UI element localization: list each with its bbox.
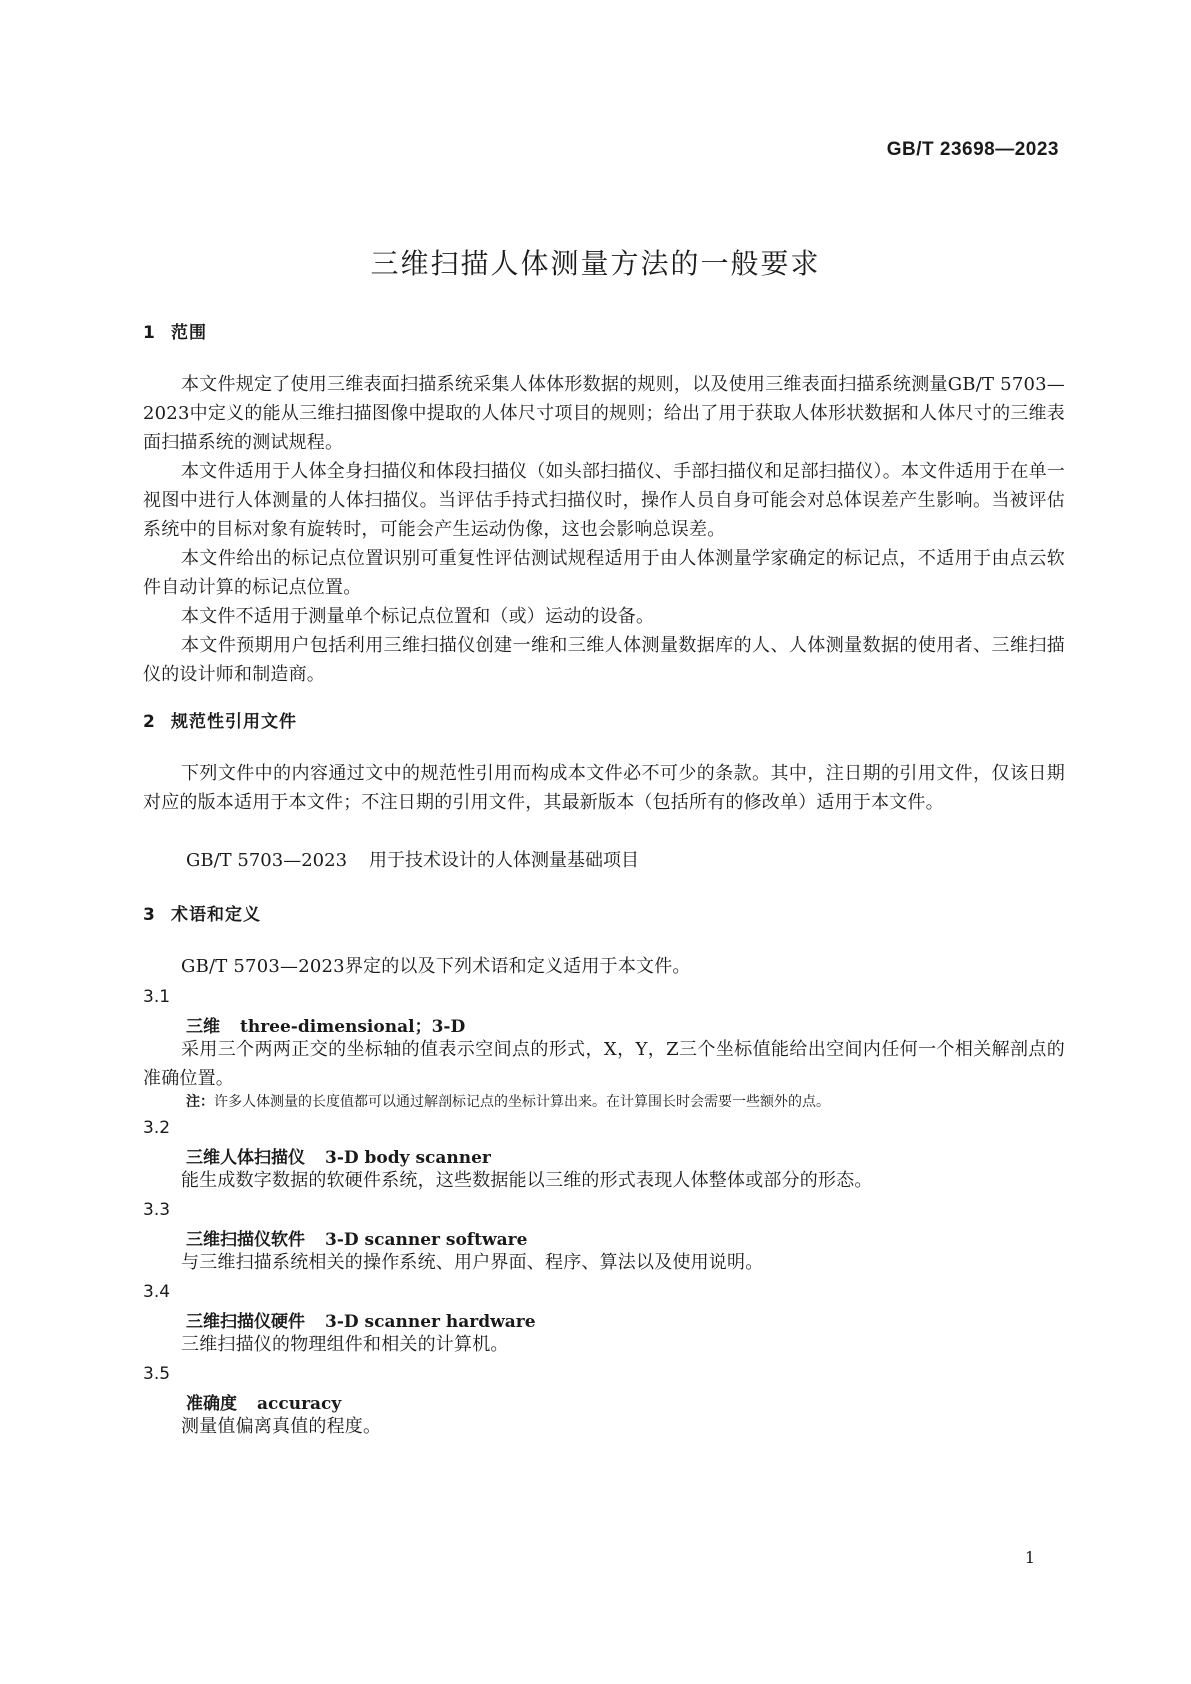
section-heading-terms xyxy=(143,900,261,925)
terms-intro: GB/T 5703—2023界定的以及下列术语和定义适用于本文件。 xyxy=(181,956,691,977)
term-number: 3.5 xyxy=(143,1364,171,1384)
note-label: 注： xyxy=(186,1094,214,1110)
term-definition: 与三维扫描系统相关的操作系统、用户界面、程序、算法以及使用说明。 xyxy=(181,1252,764,1273)
term-name xyxy=(186,1307,536,1332)
section-number: 2 xyxy=(143,712,156,732)
term-definition: 测量值偏离真值的程度。 xyxy=(181,1416,382,1437)
term-name-en: 3-D scanner hardware xyxy=(325,1312,536,1332)
term-name-zh: 三维扫描仪硬件 xyxy=(186,1312,305,1332)
section-number: 3 xyxy=(143,905,156,925)
term-name xyxy=(186,1143,491,1168)
term-name-en: three-dimensional；3-D xyxy=(240,1017,466,1037)
section-heading-scope xyxy=(143,318,207,343)
scope-paragraph-3: 本文件给出的标记点位置识别可重复性评估测试规程适用于由人体测量学家确定的标记点，不适用于由点云软件自动计算的标记点位置。 xyxy=(143,548,1065,598)
reference-title: 用于技术设计的人体测量基础项目 xyxy=(369,850,640,871)
section-title: 术语和定义 xyxy=(171,905,261,925)
term-name xyxy=(186,1225,527,1250)
scope-paragraph-5: 本文件预期用户包括利用三维扫描仪创建一维和三维人体测量数据库的人、人体测量数据的使用者、三维扫描仪的设计师和制造商。 xyxy=(143,635,1065,685)
note-text: 许多人体测量的长度值都可以通过解剖标记点的坐标计算出来。在计算围长时会需要一些额外的点。 xyxy=(214,1094,830,1110)
term-number: 3.4 xyxy=(143,1282,171,1302)
standard-code: GB/T 23698—2023 xyxy=(886,139,1059,160)
term-name-en: 3-D scanner software xyxy=(325,1230,528,1250)
reference-entry xyxy=(186,846,639,872)
term-name-zh: 三维人体扫描仪 xyxy=(186,1148,305,1168)
term-name-zh: 三维 xyxy=(186,1017,220,1037)
term-number: 3.3 xyxy=(143,1200,171,1220)
term-number: 3.1 xyxy=(143,987,171,1007)
term-definition: 采用三个两两正交的坐标轴的值表示空间点的形式，X，Y，Z三个坐标值能给出空间内任何一个相关解剖点的准确位置。 xyxy=(143,1039,1065,1089)
section-title: 范围 xyxy=(171,323,207,343)
term-name-en: accuracy xyxy=(257,1394,342,1414)
term-name-zh: 准确度 xyxy=(186,1394,237,1414)
term-name xyxy=(186,1389,341,1414)
term-name-zh: 三维扫描仪软件 xyxy=(186,1230,305,1250)
references-paragraph: 下列文件中的内容通过文中的规范性引用而构成本文件必不可少的条款。其中，注日期的引用文件，仅该日期对应的版本适用于本文件；不注日期的引用文件，其最新版本（包括所有的修改单）适用于本文件。 xyxy=(143,763,1065,813)
term-note xyxy=(186,1092,830,1112)
section-number: 1 xyxy=(143,323,156,343)
scope-paragraph-1: 本文件规定了使用三维表面扫描系统采集人体体形数据的规则，以及使用三维表面扫描系统测量GB/T 5703—2023中定义的能从三维扫描图像中提取的人体尺寸项目的规则；给出了用于获取人体形状数据和人体尺寸的三维表面扫描系统的测试规程。 xyxy=(143,374,1065,453)
page-number: 1 xyxy=(1024,1548,1035,1567)
reference-code: GB/T 5703—2023 xyxy=(186,850,348,871)
document-title: 三维扫描人体测量方法的一般要求 xyxy=(370,247,821,280)
term-name-en: 3-D body scanner xyxy=(325,1148,491,1168)
scope-paragraph-2: 本文件适用于人体全身扫描仪和体段扫描仪（如头部扫描仪、手部扫描仪和足部扫描仪）。本文件适用于在单一视图中进行人体测量的人体扫描仪。当评估手持式扫描仪时，操作人员自身可能会对总体误差产生影响。当被评估系统中的目标对象有旋转时，可能会产生运动伪像，这也会影响总误差。 xyxy=(143,461,1065,540)
term-number: 3.2 xyxy=(143,1118,171,1138)
term-name xyxy=(186,1012,465,1037)
term-definition: 能生成数字数据的软硬件系统，这些数据能以三维的形式表现人体整体或部分的形态。 xyxy=(181,1170,873,1191)
term-definition: 三维扫描仪的物理组件和相关的计算机。 xyxy=(181,1334,509,1355)
scope-paragraph-4: 本文件不适用于测量单个标记点位置和（或）运动的设备。 xyxy=(181,606,655,627)
section-title: 规范性引用文件 xyxy=(171,712,297,732)
section-heading-normative-references xyxy=(143,707,297,732)
